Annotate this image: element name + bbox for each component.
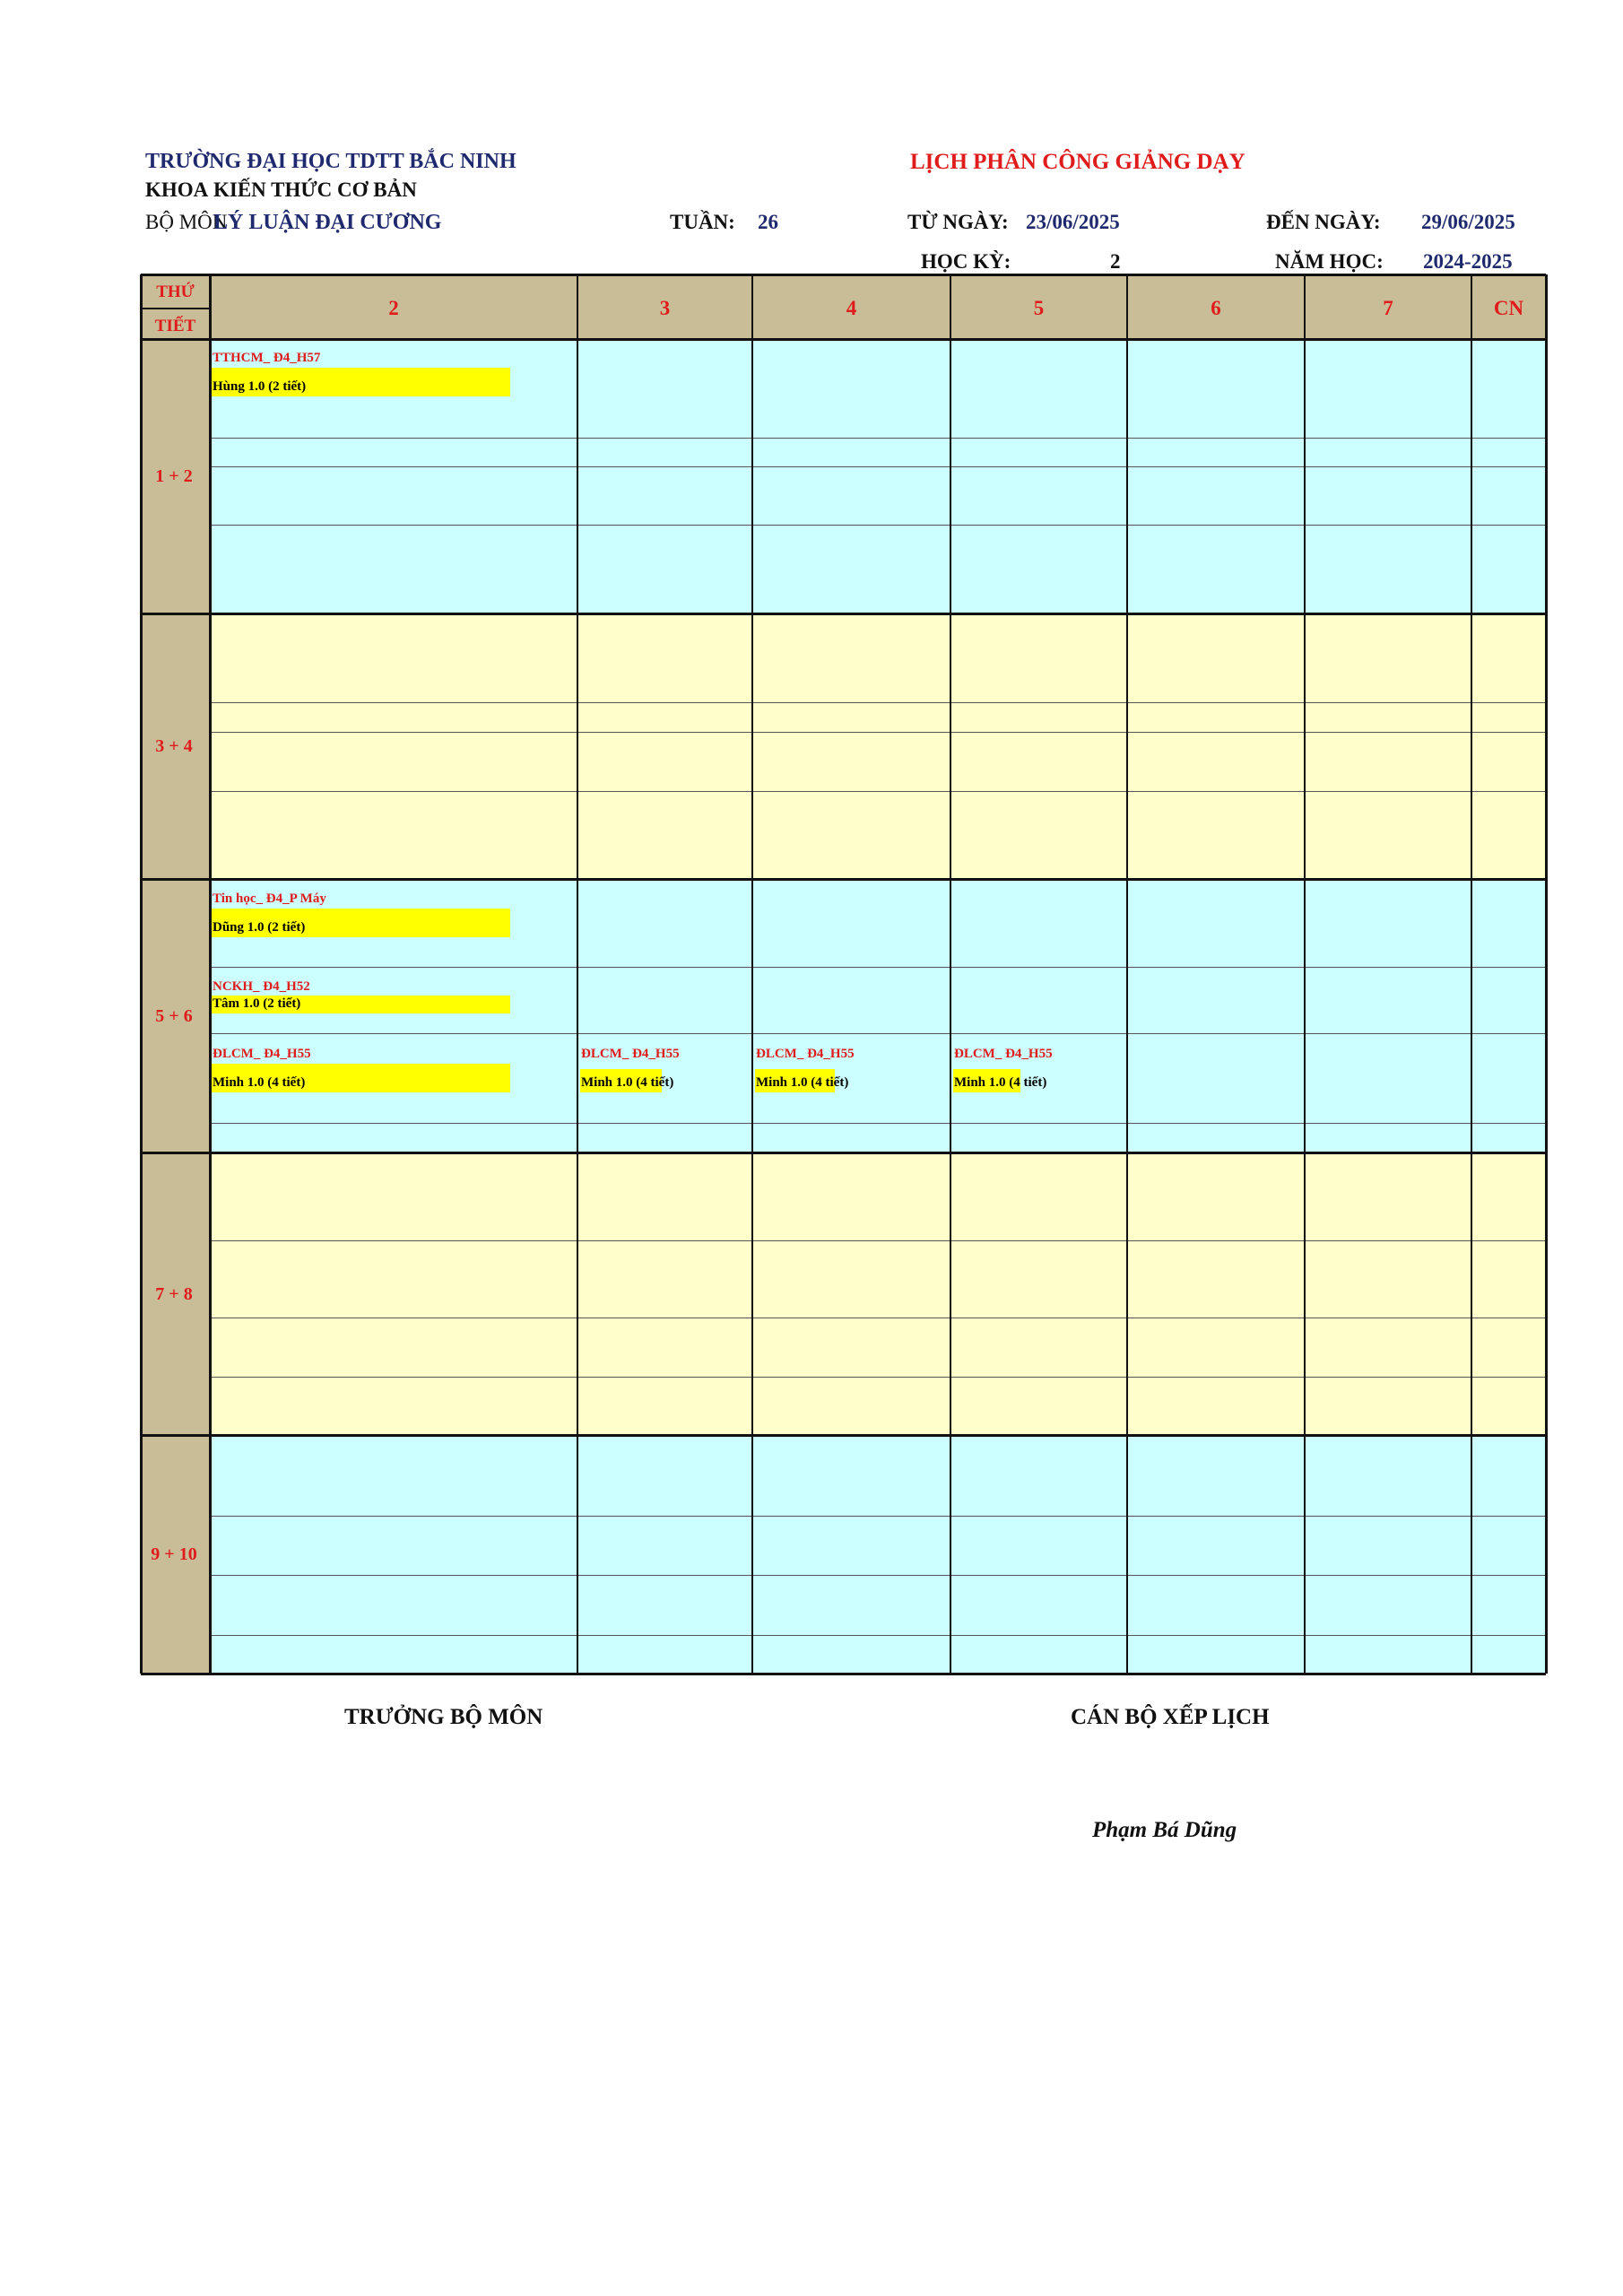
dept-label: BỘ MÔN: [145, 211, 228, 233]
slot-label: 7 + 8: [155, 1283, 193, 1304]
faculty-name: KIẾN THỨC CƠ BẢN: [213, 178, 417, 201]
to-date-label: ĐẾN NGÀY:: [1266, 211, 1381, 233]
schedule-cell: [1305, 1152, 1471, 1435]
schedule-cell: [1127, 1435, 1305, 1674]
year-label: NĂM HỌC:: [1275, 250, 1384, 273]
scheduler-title: CÁN BỘ XẾP LỊCH: [1071, 1705, 1270, 1729]
schedule-cell: [1305, 879, 1471, 1152]
row-line: [141, 1152, 1546, 1154]
slot-label: 1 + 2: [155, 466, 193, 486]
corner-period-label: TIẾT: [154, 317, 196, 335]
column-line: [140, 274, 143, 1674]
schedule-cell: [1305, 339, 1471, 613]
schedule-cell: [950, 1435, 1127, 1674]
dept-name: LÝ LUẬN ĐẠI CƯƠNG: [213, 211, 442, 234]
schedule-cell: [1305, 613, 1471, 879]
row-divider: [210, 1123, 1546, 1124]
faculty-label: KHOA: [145, 178, 209, 201]
schedule-cell: [1471, 1435, 1546, 1674]
class-title: ĐLCM_ Đ4_H55: [213, 1047, 311, 1061]
teacher-assignment: Dũng 1.0 (2 tiết): [213, 920, 306, 935]
week-value: 26: [758, 211, 778, 233]
class-title: NCKH_ Đ4_H52: [213, 979, 310, 994]
day-header-2: 2: [388, 297, 399, 319]
row-divider: [210, 1033, 1546, 1034]
schedule-cell: [577, 613, 752, 879]
schedule-cell: [210, 613, 577, 879]
day-header-7: 7: [1383, 297, 1393, 319]
schedule-cell: [1127, 613, 1305, 879]
week-label: TUẦN:: [670, 211, 735, 233]
schedule-cell: [752, 339, 950, 613]
schedule-cell: [950, 339, 1127, 613]
schedule-cell: [950, 1152, 1127, 1435]
slot-label: 5 + 6: [155, 1005, 193, 1026]
row-divider: [210, 1377, 1546, 1378]
schedule-cell: [210, 1152, 577, 1435]
school-name: TRƯỜNG ĐẠI HỌC TDTT BẮC NINH: [145, 150, 516, 173]
dept-head-title: TRƯỞNG BỘ MÔN: [344, 1705, 543, 1729]
teacher-assignment: Minh 1.0 (4 tiết): [756, 1075, 849, 1090]
row-line: [141, 613, 1546, 615]
row-line: [141, 1673, 1546, 1675]
row-divider: [210, 791, 1546, 792]
slot-label: 9 + 10: [151, 1544, 197, 1564]
column-line: [1126, 274, 1128, 1674]
day-header-CN: CN: [1493, 297, 1524, 319]
row-divider: [210, 466, 1546, 467]
row-divider: [210, 1240, 1546, 1241]
scheduler-name: Phạm Bá Dũng: [1092, 1818, 1237, 1842]
column-line: [1471, 274, 1472, 1674]
column-line: [950, 274, 951, 1674]
class-title: ĐLCM_ Đ4_H55: [954, 1047, 1053, 1061]
day-header-5: 5: [1033, 297, 1045, 319]
schedule-cell: [950, 879, 1127, 1152]
row-divider: [210, 525, 1546, 526]
schedule-cell: [1127, 879, 1305, 1152]
schedule-cell: [752, 1152, 950, 1435]
semester-value: 2: [1110, 250, 1121, 273]
schedule-cell: [577, 1435, 752, 1674]
schedule-cell: [752, 1435, 950, 1674]
from-date-value: 23/06/2025: [1026, 211, 1120, 233]
corner-divider: [141, 308, 210, 309]
schedule-cell: [577, 339, 752, 613]
row-divider: [210, 967, 1546, 968]
column-line: [751, 274, 753, 1674]
day-header-6: 6: [1211, 297, 1221, 319]
teacher-assignment: Minh 1.0 (4 tiết): [954, 1075, 1047, 1090]
row-divider: [210, 1575, 1546, 1576]
row-line: [141, 878, 1546, 881]
column-line: [209, 274, 212, 1674]
row-divider: [210, 732, 1546, 733]
schedule-cell: [1127, 339, 1305, 613]
row-divider: [210, 1635, 1546, 1636]
to-date-value: 29/06/2025: [1421, 211, 1515, 233]
schedule-cell: [1471, 1152, 1546, 1435]
day-header-4: 4: [846, 297, 857, 319]
row-divider: [210, 438, 1546, 439]
year-value: 2024-2025: [1423, 250, 1513, 273]
class-title: ĐLCM_ Đ4_H55: [756, 1047, 855, 1061]
class-title: TTHCM_ Đ4_H57: [213, 351, 321, 365]
slot-label: 3 + 4: [155, 736, 193, 756]
teacher-assignment: Hùng 1.0 (2 tiết): [213, 379, 307, 394]
class-title: ĐLCM_ Đ4_H55: [581, 1047, 680, 1061]
schedule-cell: [1305, 1435, 1471, 1674]
column-line: [577, 274, 578, 1674]
class-title: Tin học_ Đ4_P Máy: [213, 891, 326, 906]
schedule-cell: [752, 613, 950, 879]
row-line: [141, 1434, 1546, 1437]
row-divider: [210, 1516, 1546, 1517]
teacher-assignment: Tâm 1.0 (2 tiết): [213, 996, 301, 1011]
column-line: [1304, 274, 1306, 1674]
schedule-cell: [752, 879, 950, 1152]
teacher-assignment: Minh 1.0 (4 tiết): [213, 1075, 306, 1090]
teacher-assignment: Minh 1.0 (4 tiết): [581, 1075, 674, 1090]
column-line: [1545, 274, 1548, 1674]
schedule-cell: [1471, 613, 1546, 879]
schedule-cell: [577, 879, 752, 1152]
schedule-cell: [1127, 1152, 1305, 1435]
schedule-cell: [1471, 879, 1546, 1152]
page-title: LỊCH PHÂN CÔNG GIẢNG DẠY: [910, 150, 1245, 174]
semester-label: HỌC KỲ:: [921, 250, 1011, 273]
schedule-cell: [1471, 339, 1546, 613]
row-line: [141, 338, 1546, 341]
day-header-3: 3: [659, 297, 671, 319]
schedule-cell: [950, 613, 1127, 879]
row-divider: [210, 702, 1546, 703]
from-date-label: TỪ NGÀY:: [907, 211, 1009, 233]
schedule-cell: [210, 1435, 577, 1674]
corner-day-label: THỨ: [156, 283, 195, 301]
row-line: [141, 274, 1546, 276]
schedule-cell: [577, 1152, 752, 1435]
